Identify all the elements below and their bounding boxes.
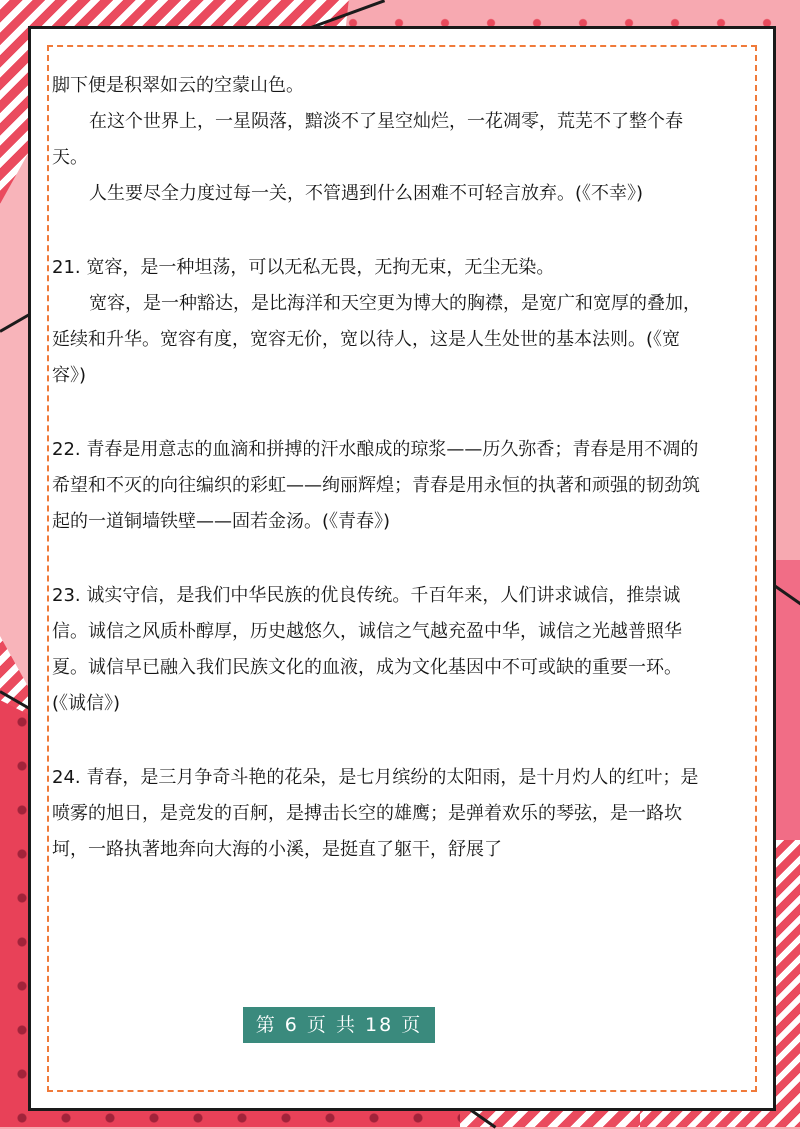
- paragraph: 24. 青春，是三月争奇斗艳的花朵，是七月缤纷的太阳雨，是十月灼人的红叶；是喷雾的旭日，是竞发的百舸，是搏击长空的雄鹰；是弹着欢乐的琴弦，是一路坎坷，一路执著地奔向大海的小溪，是挺直了躯干，舒展了: [52, 767, 699, 860]
- paragraph-gap: [52, 212, 712, 250]
- paragraph: 21. 宽容，是一种坦荡，可以无私无畏，无拘无束，无尘无染。: [52, 257, 555, 278]
- paragraph-gap: [52, 394, 712, 432]
- paragraph-gap: [52, 722, 712, 760]
- paragraph: 宽容，是一种豁达，是比海洋和天空更为博大的胸襟，是宽广和宽厚的叠加，延续和升华。宽容有度，宽容无价，宽以待人，这是人生处世的基本法则。(《宽容》): [52, 293, 701, 386]
- paragraph: 脚下便是积翠如云的空蒙山色。: [52, 75, 304, 96]
- paragraph: 23. 诚实守信，是我们中华民族的优良传统。千百年来，人们讲求诚信，推崇诚信。诚信之风质朴醇厚，历史越悠久，诚信之气越充盈中华，诚信之光越普照华夏。诚信早已融入我们民族文化的血液，成为文化基因中不可或缺的重要一环。(《诚信》): [52, 585, 682, 714]
- document-body: [52, 68, 712, 868]
- paragraph: 人生要尽全力度过每一关，不管遇到什么困难不可轻言放弃。(《不幸》): [89, 183, 644, 204]
- page-number-badge: 第 6 页 共 18 页: [243, 1007, 435, 1043]
- paragraph-gap: [52, 540, 712, 578]
- paragraph: 在这个世界上，一星陨落，黯淡不了星空灿烂，一花凋零，荒芜不了整个春天。: [52, 111, 683, 168]
- paragraph: 22. 青春是用意志的血滴和拼搏的汗水酿成的琼浆——历久弥香；青春是用不凋的希望和不灭的向往编织的彩虹——绚丽辉煌；青春是用永恒的执著和顽强的韧劲筑起的一道铜墙铁壁——固若金汤。(《青春》): [52, 439, 700, 532]
